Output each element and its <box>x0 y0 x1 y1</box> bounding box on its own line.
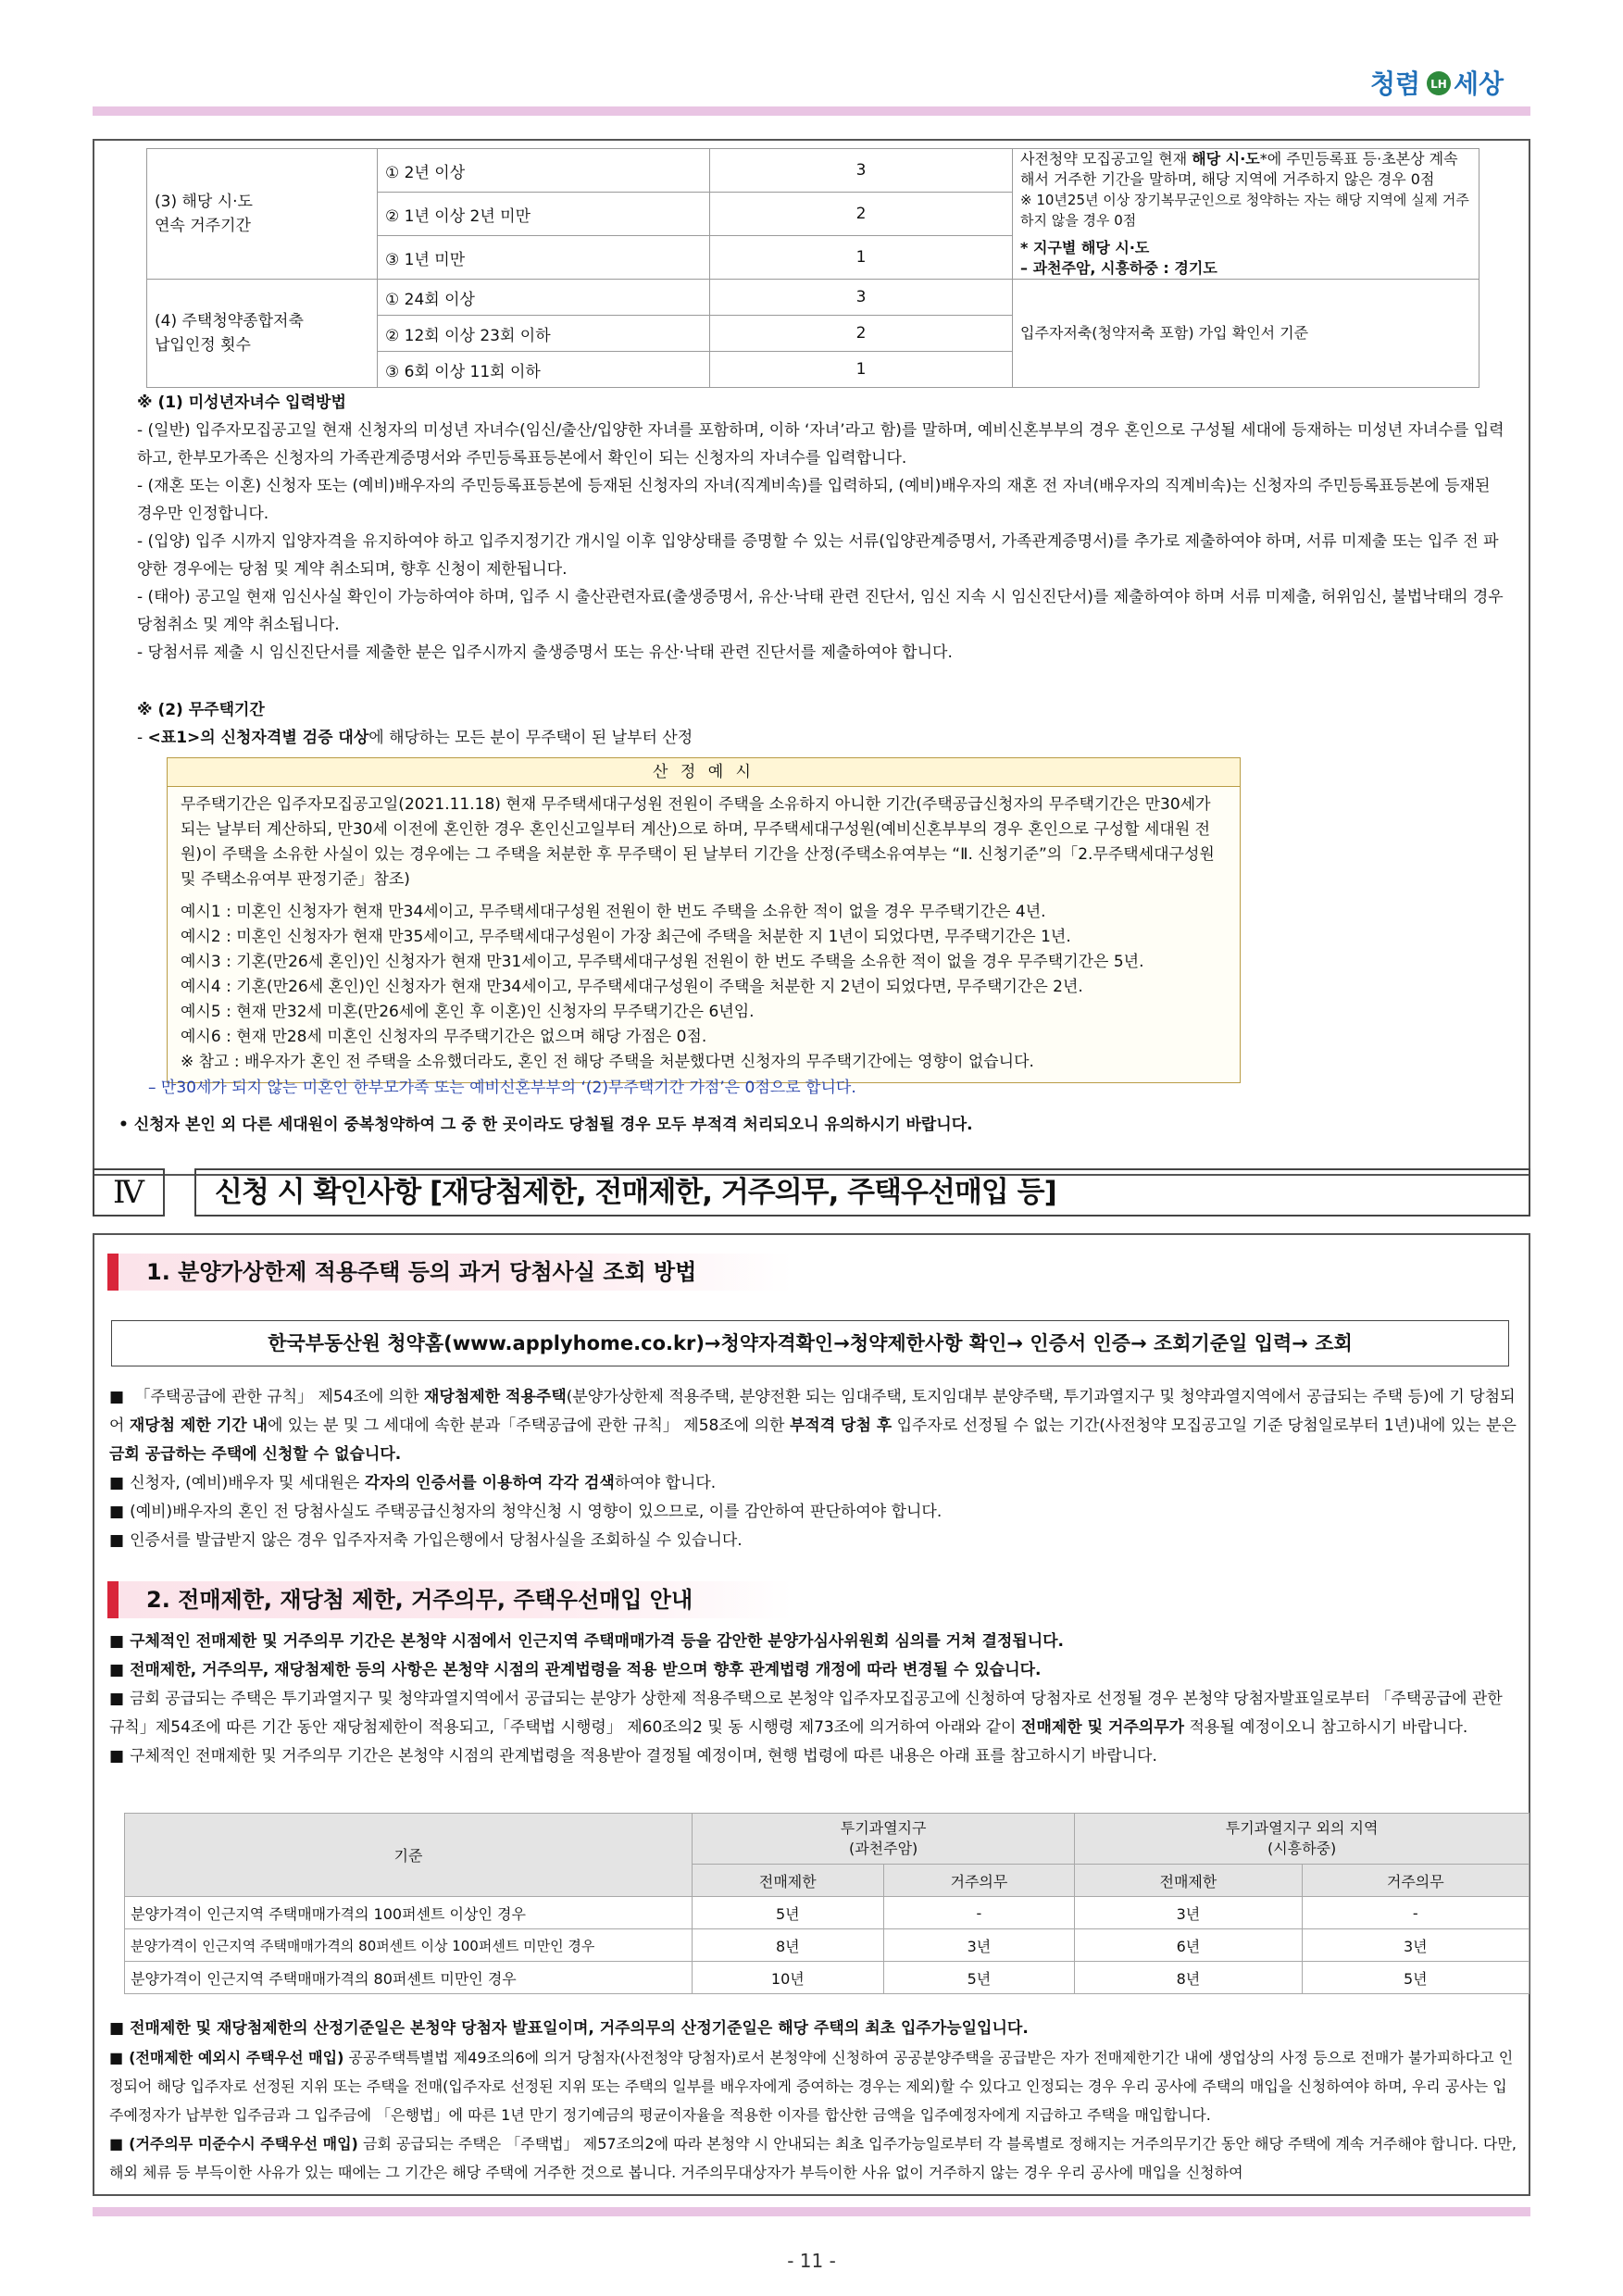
paragraph: ■ 구체적인 전매제한 및 거주의무 기간은 본청약 시점에서 인근지역 주택매매가격 등을 감안한 분양가심사위원회 심의를 거쳐 결정됩니다. <box>109 1628 1517 1656</box>
svg-text:LH: LH <box>1430 78 1447 91</box>
cell: 3년 <box>883 1929 1075 1962</box>
calculation-example <box>167 757 1241 1083</box>
points: 2 <box>710 316 1013 352</box>
option: ① 24회 이상 <box>378 280 710 316</box>
note-item: - (재혼 또는 이혼) 신청자 또는 (예비)배우자의 주민등록표등본에 등재된 신청자의 자녀(직계비속)를 입력하되, (예비)배우자의 재혼 전 자녀(배우자의 직계비속)는 신청자의 주민등록표등본에 등재된 경우만 인정합니다. <box>137 477 1491 523</box>
note-title: ※ (2) 무주택기간 <box>137 701 265 719</box>
cell: 10년 <box>693 1962 884 1994</box>
cell: - <box>1302 1897 1529 1929</box>
note-homeless-period <box>137 696 1507 752</box>
note-title: ※ (1) 미성년자녀수 입력방법 <box>137 393 346 412</box>
paragraph: ■ 「주택공급에 관한 규칙」 제54조에 의한 재당첨제한 적용주택(분양가상한제 적용주택, 분양전환 되는 임대주택, 토지임대부 분양주택, 투기과열지구 및 청약과열지역에서 공급되는 주택 등)에 기 당첨되어 재당첨 제한 기간 내에 있는 분 및 그 세대에 속한 분과「주택공급에 관한 규칙」 제58조에 의한 부적격 당첨 후 입주자로 선정될 수 없는 기간(사전청약 모집공고일 기준 당첨일로부터 1년)내에 있는 분은 금회 공급하는 주택에 신청할 수 없습니다. <box>109 1383 1517 1469</box>
note-item: - <표1>의 신청자격별 검증 대상에 해당하는 모든 분이 무주택이 된 날부터 산정 <box>137 729 693 747</box>
col-residence: 거주의무 <box>1302 1865 1529 1897</box>
example-intro: 무주택기간은 입주자모집공고일(2021.11.18) 현재 무주택세대구성원 전원이 주택을 소유하지 아니한 기간(주택공급신청자의 무주택기간은 만30세가 되는 날부터 계산하되, 만30세 이전에 혼인한 경우 혼인신고일부터 계산)으로 하며, 무주택세대구성원(예비신혼부부의 경우 혼인으로 구성할 세대원 전원)이 주택을 소유한 사실이 있는 경우에는 그 주택을 처분한 후 무주택이 된 날부터 기간을 산정(주택소유여부는 “Ⅱ. 신청기준”의「2.무주택세대구성원 및 주택소유여부 판정기준」참조) <box>181 795 1215 889</box>
table-row <box>125 1897 1529 1929</box>
paragraph: ■ 구체적인 전매제한 및 거주의무 기간은 본청약 시점의 관계법령을 적용받아 결정될 예정이며, 현행 법령에 따른 내용은 아래 표를 참고하시기 바랍니다. <box>109 1742 1517 1771</box>
row-label: 분양가격이 인근지역 주택매매가격의 80퍼센트 미만인 경우 <box>125 1962 693 1994</box>
blue-note: – 만30세가 되지 않는 미혼인 한부모가족 또는 예비신혼부부의 ‘(2)무주택기간 가점’은 0점으로 합니다. <box>148 1079 856 1097</box>
col-group-2: 투기과열지구 외의 지역 (시흥하중) <box>1075 1814 1529 1865</box>
note-item: - (일반) 입주자모집공고일 현재 신청자의 미성년 자녀수(임신/출산/입양한 자녀를 포함하며, 이하 ‘자녀’라고 함)를 말하며, 예비신혼부부의 경우 혼인으로 구성될 세대에 등재하는 미성년 자녀수를 입력하고, 한부모가족은 신청자의 가족관계증명서와 주민등록표등본에서 확인이 되는 신청자의 자녀수를 입력합니다. <box>137 421 1504 468</box>
cell: 3년 <box>1302 1929 1529 1962</box>
row-label: 분양가격이 인근지역 주택매매가격의 80퍼센트 이상 100퍼센트 미만인 경우 <box>125 1929 693 1962</box>
score-table <box>146 148 1479 388</box>
option: ③ 1년 미만 <box>378 236 710 280</box>
points: 1 <box>710 236 1013 280</box>
example-item: ※ 참고 : 배우자가 혼인 전 주택을 소유했더라도, 혼인 전 해당 주택을 처분했다면 신청자의 무주택기간에는 영향이 없습니다. <box>181 1053 1034 1071</box>
paragraph: ■ 신청자, (예비)배우자 및 세대원은 각자의 인증서를 이용하여 각각 검색하여야 합니다. <box>109 1469 1517 1498</box>
cell: 3년 <box>1075 1897 1302 1929</box>
col-sale: 전매제한 <box>1075 1865 1302 1897</box>
note-item: - (태아) 공고일 현재 임신사실 확인이 가능하여야 하며, 입주 시 출산관련자료(출생증명서, 유산·낙태 관련 진단서, 임신 지속 시 임신진단서)를 제출하여야 하며 서류 미제출, 허위임신, 불법낙태의 경우 당첨취소 및 계약 취소됩니다. <box>137 588 1504 634</box>
example-item: 예시1 : 미혼인 신청자가 현재 만34세이고, 무주택세대구성원 전원이 한 번도 주택을 소유한 적이 없을 경우 무주택기간은 4년. <box>181 903 1046 921</box>
option: ② 12회 이상 23회 이하 <box>378 316 710 352</box>
option: ② 1년 이상 2년 미만 <box>378 193 710 236</box>
paragraph: ■ (거주의무 미준수시 주택우선 매입) 금회 공급되는 주택은 「주택법」 제57조의2에 따라 본청약 시 안내되는 최초 입주가능일로부터 각 블록별로 정해지는 거주의무기간 동안 해당 주택에 계속 거주해야 합니다. 다만, 해외 체류 등 부득이한 사유가 있는 때에는 그 기간은 해당 주택에 거주한 것으로 봅니다. 거주의무대상자가 부득이한 사유 없이 거주하지 않는 경우 우리 공사에 매입을 신청하여 <box>109 2129 1517 2187</box>
table-row <box>125 1962 1529 1994</box>
paragraph: ■ (예비)배우자의 혼인 전 당첨사실도 주택공급신청자의 청약신청 시 영향이 있으므로, 이를 감안하여 판단하여야 합니다. <box>109 1498 1517 1527</box>
paragraph: ■ (전매제한 예외시 주택우선 매입) 공공주택특별법 제49조의6에 의거 당첨자(사전청약 당첨자)로서 본청약에 신청하여 공공분양주택을 공급받은 자가 전매제한기간 내에 생업상의 사정 등으로 전매가 불가피하다고 인정되어 해당 입주자로 선정된 지위 또는 주택을 전매(입주자로 선정된 지위 또는 주택의 일부를 배우자에게 증여하는 경우는 제외)할 수 있다고 인정되는 경우 우리 공사에 주택의 매입을 신청하여야 하며, 우리 공사는 입주예정자가 납부한 입주금과 그 입주금에 「은행법」에 따른 1년 만기 정기예금의 평균이자율을 적용한 이자를 합산한 금액을 입주예정자에게 지급하고 주택을 매입합니다. <box>109 2043 1517 2129</box>
example-item: 예시6 : 현재 만28세 미혼인 신청자의 무주택기간은 없으며 해당 가점은 0점. <box>181 1028 707 1046</box>
duplicate-warning: • 신청자 본인 외 다른 세대원이 중복청약하여 그 중 한 곳이라도 당첨될 경우 모두 부적격 처리되오니 유의하시기 바랍니다. <box>119 1116 973 1134</box>
example-item: 예시2 : 미혼인 신청자가 현재 만35세이고, 무주택세대구성원이 가장 최근에 주택을 처분한 지 1년이 되었다면, 무주택기간은 1년. <box>181 928 1071 946</box>
table-row <box>125 1929 1529 1962</box>
cell: - <box>883 1897 1075 1929</box>
paragraph: ■ 전매제한 및 재당첨제한의 산정기준일은 본청약 당첨자 발표일이며, 거주의무의 산정기준일은 해당 주택의 최초 입주가능일입니다. <box>109 2015 1517 2043</box>
top-divider <box>93 106 1530 116</box>
logo <box>1370 63 1532 104</box>
subheading-2: 2. 전매제한, 재당첨 제한, 거주의무, 주택우선매입 안내 <box>107 1581 793 1618</box>
col-base: 기준 <box>125 1814 693 1897</box>
sub2-paragraphs <box>109 1628 1517 1771</box>
cell: 8년 <box>1075 1962 1302 1994</box>
criterion-savings: (4) 주택청약종합저축 납입인정 횟수 <box>147 280 378 388</box>
section-number: Ⅳ <box>93 1168 165 1217</box>
sub1-paragraphs <box>109 1383 1517 1555</box>
col-residence: 거주의무 <box>883 1865 1075 1897</box>
col-group-1: 투기과열지구 (과천주암) <box>693 1814 1075 1865</box>
col-sale: 전매제한 <box>693 1865 884 1897</box>
note-item: - (입양) 입주 시까지 입양자격을 유지하여야 하고 입주지정기간 개시일 이후 입양상태를 증명할 수 있는 서류(입양관계증명서, 가족관계증명서)를 추가로 제출하여야 하며, 서류 미제출 또는 입주 전 파양한 경우에는 당첨 및 계약 취소되며, 향후 신청이 제한됩니다. <box>137 532 1499 579</box>
paragraph: ■ 전매제한, 거주의무, 재당첨제한 등의 사항은 본청약 시점의 관계법령을 적용 받으며 향후 관계법령 개정에 따라 변경될 수 있습니다. <box>109 1656 1517 1685</box>
cell: 6년 <box>1075 1929 1302 1962</box>
lookup-route: 한국부동산원 청약홈(www.applyhome.co.kr)→청약자격확인→청약제한사항 확인→ 인증서 인증→ 조회기준일 입력→ 조회 <box>111 1320 1509 1366</box>
cell: 5년 <box>883 1962 1075 1994</box>
page-number: - 11 - <box>787 2250 836 2272</box>
svg-text:청렴: 청렴 <box>1370 69 1421 99</box>
sub2-paragraphs-bottom <box>109 2015 1517 2187</box>
example-item: 예시5 : 현재 만32세 미혼(만26세에 혼인 후 이혼)인 신청자의 무주택기간은 6년임. <box>181 1003 755 1021</box>
criterion-desc: 사전청약 모집공고일 현재 해당 시·도*에 주민등록표 등·초본상 계속해서 거주한 기간을 말하며, 해당 지역에 거주하지 않은 경우 0점 ※ 10년25년 이상 장기복무군인으로 청약하는 자는 해당 지역에 실제 거주하지 않을 경우 0점 * 지구별 해당 시·도 – 과천주암, 시흥하중 : 경기도 <box>1013 149 1479 280</box>
svg-text:세상: 세상 <box>1454 69 1504 99</box>
paragraph: ■ 인증서를 발급받지 않은 경우 입주자저축 가입은행에서 당첨사실을 조회하실 수 있습니다. <box>109 1527 1517 1555</box>
points: 2 <box>710 193 1013 236</box>
bottom-divider <box>93 2207 1530 2216</box>
section-title: 신청 시 확인사항 [재당첨제한, 전매제한, 거주의무, 주택우선매입 등] <box>194 1168 1530 1217</box>
cell: 5년 <box>1302 1962 1529 1994</box>
example-item: 예시4 : 기혼(만26세 혼인)인 신청자가 현재 만34세이고, 무주택세대구성원이 주택을 처분한 지 2년이 되었다면, 무주택기간은 2년. <box>181 978 1083 996</box>
restriction-table <box>124 1813 1529 1994</box>
note-item: - 당첨서류 제출 시 임신진단서를 제출한 분은 입주시까지 출생증명서 또는 유산·낙태 관련 진단서를 제출하여야 합니다. <box>137 643 953 662</box>
paragraph: ■ 금회 공급되는 주택은 투기과열지구 및 청약과열지역에서 공급되는 분양가 상한제 적용주택으로 본청약 입주자모집공고에 신청하여 당첨자로 선정될 경우 본청약 당첨자발표일로부터 「주택공급에 관한 규칙」제54조에 따른 기간 동안 재당첨제한이 적용되고,「주택법 시행령」 제60조의2 및 동 시행령 제73조에 의거하여 아래와 같이 전매제한 및 거주의무가 적용될 예정이오니 참고하시기 바랍니다. <box>109 1685 1517 1742</box>
cell: 5년 <box>693 1897 884 1929</box>
option: ① 2년 이상 <box>378 149 710 193</box>
note-minor-children <box>137 389 1507 667</box>
points: 3 <box>710 280 1013 316</box>
subheading-1: 1. 분양가상한제 적용주택 등의 과거 당첨사실 조회 방법 <box>107 1254 793 1291</box>
row-label: 분양가격이 인근지역 주택매매가격의 100퍼센트 이상인 경우 <box>125 1897 693 1929</box>
points: 1 <box>710 352 1013 388</box>
example-header: 산 정 예 시 <box>168 758 1240 787</box>
criterion-residence: (3) 해당 시·도 연속 거주기간 <box>147 149 378 280</box>
cell: 8년 <box>693 1929 884 1962</box>
criterion-desc: 입주자저축(청약저축 포함) 가입 확인서 기준 <box>1013 280 1479 388</box>
example-item: 예시3 : 기혼(만26세 혼인)인 신청자가 현재 만31세이고, 무주택세대구성원 전원이 한 번도 주택을 소유한 적이 없을 경우 무주택기간은 5년. <box>181 953 1144 971</box>
points: 3 <box>710 149 1013 193</box>
option: ③ 6회 이상 11회 이하 <box>378 352 710 388</box>
